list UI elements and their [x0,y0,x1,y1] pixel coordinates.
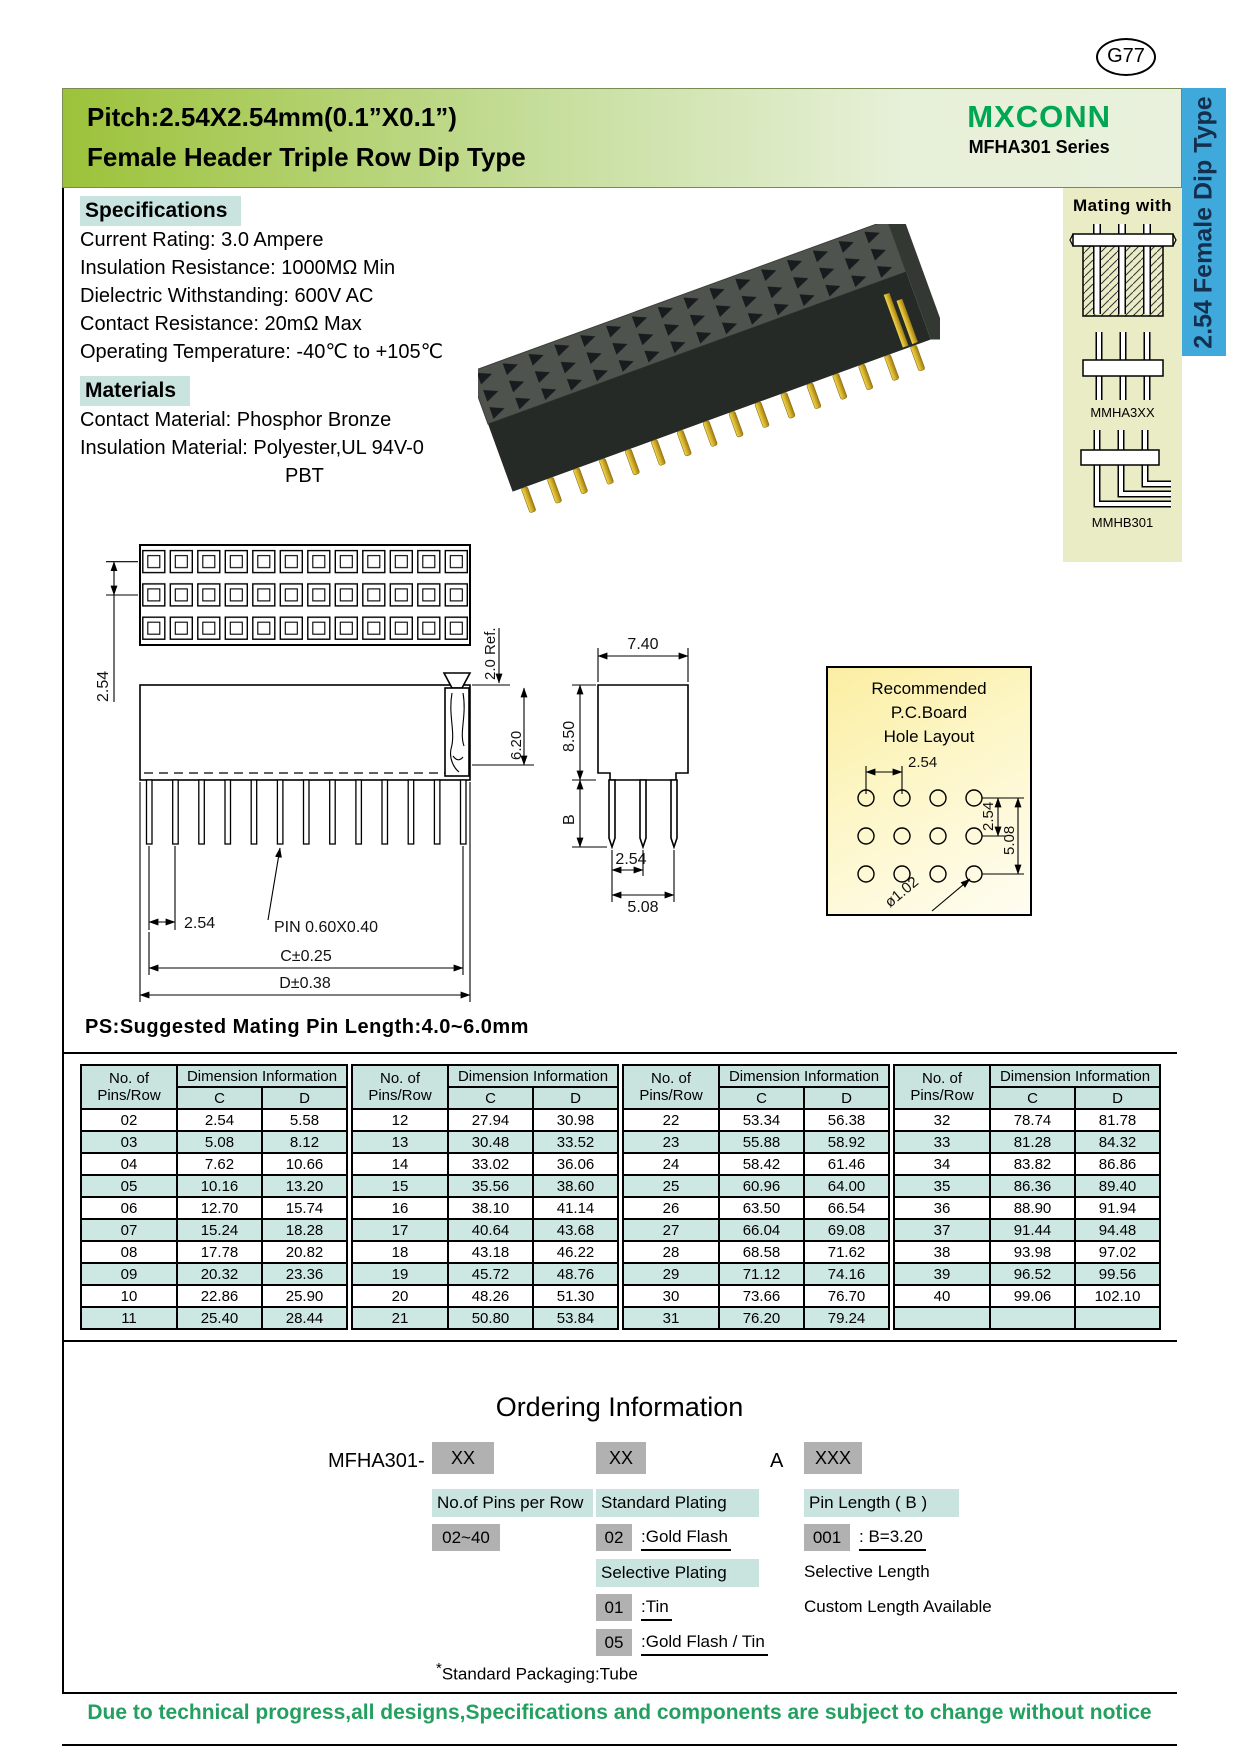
table-cell: 63.50 [719,1197,804,1219]
col-pins-header: No. of Pins/Row [894,1065,990,1109]
table-row [894,1285,1160,1307]
table-row [81,1109,347,1131]
table-cell: 5.08 [177,1131,262,1153]
mating-model-2: MMHB301 [1091,515,1154,530]
ordering-selective-length: Selective Length [804,1562,930,1581]
table-cell: 7.62 [177,1153,262,1175]
table-row [81,1219,347,1241]
table-cell: 20.82 [262,1241,347,1263]
table-row [894,1153,1160,1175]
table-row [81,1197,347,1219]
table-row [623,1175,889,1197]
table-cell: 73.66 [719,1285,804,1307]
table-cell: 91.44 [990,1219,1075,1241]
table-row [894,1109,1160,1131]
table-cell: 71.62 [804,1241,889,1263]
table-cell: 16 [352,1197,448,1219]
table-row [623,1263,889,1285]
table-cell: 38 [894,1241,990,1263]
table-cell: 84.32 [1075,1131,1160,1153]
col-c-header: C [990,1087,1075,1109]
front-view-pins [147,780,467,844]
table-cell: 45.72 [448,1263,533,1285]
ordering-pins-label: No.of Pins per Row [432,1489,593,1517]
table-cell: 05 [81,1175,177,1197]
table-cell: 37 [894,1219,990,1241]
table-cell: 66.04 [719,1219,804,1241]
table-row [352,1197,618,1219]
table-cell: 13.20 [262,1175,347,1197]
table-row [352,1131,618,1153]
table-cell: 74.16 [804,1263,889,1285]
table-cell: 5.58 [262,1109,347,1131]
table-cell: 08 [81,1241,177,1263]
table-cell: 50.80 [448,1307,533,1329]
ordering-letter-a: A [770,1450,784,1472]
table-row [623,1131,889,1153]
table-cell: 53.84 [533,1307,618,1329]
table-cell: 03 [81,1131,177,1153]
table-cell: 22.86 [177,1285,262,1307]
spec-item: Dielectric Withstanding: 600V AC [80,285,374,307]
col-dim-header: Dimension Information [177,1065,347,1087]
table-cell: 55.88 [719,1131,804,1153]
table-cell: 35 [894,1175,990,1197]
divider [62,1340,1177,1342]
col-dim-header: Dimension Information [990,1065,1160,1087]
table-cell: 76.20 [719,1307,804,1329]
table-row [623,1219,889,1241]
dimension-table-group [351,1064,619,1330]
table-cell: 33 [894,1131,990,1153]
ps-note: PS:Suggested Mating Pin Length:4.0~6.0mm [85,1016,529,1038]
table-row [623,1285,889,1307]
table-row [894,1131,1160,1153]
table-cell: 28.44 [262,1307,347,1329]
table-cell: 09 [81,1263,177,1285]
table-row [352,1109,618,1131]
table-cell: 91.94 [1075,1197,1160,1219]
table-row [894,1197,1160,1219]
title-line2: Female Header Triple Row Dip Type [87,142,526,172]
ordering-plating-gold-flash-tin: :Gold Flash / Tin [641,1632,768,1656]
dimension-table-group [80,1064,348,1330]
specifications-section [80,196,510,490]
table-header-row [623,1065,889,1087]
table-cell: 51.30 [533,1285,618,1307]
table-cell: 81.28 [990,1131,1075,1153]
table-row [81,1153,347,1175]
table-row [352,1153,618,1175]
table-cell: 20 [352,1285,448,1307]
table-row [623,1197,889,1219]
side-tab-label: 2.54 Female Dip Type [1189,95,1218,349]
col-d-header: D [262,1087,347,1109]
table-cell: 96.52 [990,1263,1075,1285]
table-row [352,1175,618,1197]
table-cell: 30.48 [448,1131,533,1153]
table-cell: 15 [352,1175,448,1197]
table-cell: 2.54 [177,1109,262,1131]
material-item: Contact Material: Phosphor Bronze [80,409,392,431]
technical-drawing [62,530,762,1016]
col-c-header: C [719,1087,804,1109]
table-cell: 8.12 [262,1131,347,1153]
ordering-pins-range: 02~40 [432,1524,500,1551]
table-row [81,1307,347,1329]
pcb-holes [858,790,982,882]
table-cell: 27 [623,1219,719,1241]
footer-notice: Due to technical progress,all designs,Specifications and components are subject to change without notice [87,1701,1152,1724]
table-cell: 30 [623,1285,719,1307]
ordering-model-prefix: MFHA301- [328,1450,425,1472]
mating-straight-header-drawing [1069,326,1177,406]
table-row [352,1285,618,1307]
table-cell: 79.24 [804,1307,889,1329]
col-pins-header: No. of Pins/Row [81,1065,177,1109]
table-cell: 83.82 [990,1153,1075,1175]
dimension-table [351,1064,619,1330]
table-cell [894,1307,990,1329]
pcb-dim-h: 2.54 [908,754,938,771]
packaging-star: * [436,1660,442,1677]
table-row [81,1241,347,1263]
table-header-row [81,1065,347,1087]
ordering-selective-plating-label: Selective Plating [596,1559,759,1587]
dim-d: D±0.38 [279,975,331,992]
table-cell: 18 [352,1241,448,1263]
divider [62,1052,1177,1054]
table-row [894,1175,1160,1197]
table-cell: 20.32 [177,1263,262,1285]
table-cell: 40 [894,1285,990,1307]
dim-ref: 2.0 Ref. [482,627,499,680]
dim-620: 6.20 [508,730,525,760]
pcb-dim-v2: 5.08 [1001,825,1018,855]
dim-c: C±0.25 [280,948,332,965]
dim-254: 2.54 [615,851,647,868]
table-cell: 88.90 [990,1197,1075,1219]
table-cell: 43.18 [448,1241,533,1263]
table-row [81,1263,347,1285]
table-cell: 33.02 [448,1153,533,1175]
pcb-title-3: Hole Layout [883,727,975,746]
table-cell: 64.00 [804,1175,889,1197]
table-cell: 38.60 [533,1175,618,1197]
table-cell: 66.54 [804,1197,889,1219]
product-photo [478,224,940,526]
table-cell: 38.10 [448,1197,533,1219]
table-cell: 36.06 [533,1153,618,1175]
table-row [623,1109,889,1131]
table-row [352,1307,618,1329]
ordering-pin-length-label: Pin Length ( B ) [804,1489,959,1517]
table-row [894,1241,1160,1263]
table-cell: 48.26 [448,1285,533,1307]
table-cell: 39 [894,1263,990,1285]
dimension-table [622,1064,890,1330]
pcb-hole-dia: ø1.02 [881,873,922,912]
table-cell: 19 [352,1263,448,1285]
ordering-custom-length: Custom Length Available [804,1597,992,1616]
table-cell: 06 [81,1197,177,1219]
ordering-plating-code-01: 01 [596,1594,632,1621]
table-cell: 68.58 [719,1241,804,1263]
table-cell: 78.74 [990,1109,1075,1131]
table-row [352,1263,618,1285]
page-code-badge [1096,38,1156,76]
table-cell: 86.86 [1075,1153,1160,1175]
table-cell: 17 [352,1219,448,1241]
table-cell: 32 [894,1109,990,1131]
table-cell: 56.38 [804,1109,889,1131]
table-cell: 61.46 [804,1153,889,1175]
table-cell: 11 [81,1307,177,1329]
table-cell: 93.98 [990,1241,1075,1263]
table-cell: 29 [623,1263,719,1285]
table-cell: 60.96 [719,1175,804,1197]
table-cell: 22 [623,1109,719,1131]
table-row [81,1175,347,1197]
ordering-length-code-001: 001 [804,1524,850,1551]
table-cell: 10 [81,1285,177,1307]
table-cell: 15.74 [262,1197,347,1219]
table-cell: 13 [352,1131,448,1153]
table-cell: 53.34 [719,1109,804,1131]
table-cell: 81.78 [1075,1109,1160,1131]
table-cell: 23.36 [262,1263,347,1285]
table-cell: 15.24 [177,1219,262,1241]
table-row [623,1153,889,1175]
mating-heading: Mating with [1073,196,1172,215]
table-cell: 33.52 [533,1131,618,1153]
material-item: Insulation Material: Polyester,UL 94V-0 [80,437,424,459]
table-cell: 94.48 [1075,1219,1160,1241]
table-row [352,1241,618,1263]
dim-pitch: 2.54 [184,915,216,932]
table-cell: 69.08 [804,1219,889,1241]
spec-item: Contact Resistance: 20mΩ Max [80,313,362,335]
header-banner [62,88,1182,188]
col-dim-header: Dimension Information [448,1065,618,1087]
col-d-header: D [533,1087,618,1109]
side-tab [1182,88,1226,356]
table-cell: 10.66 [262,1153,347,1175]
specifications-heading: Specifications [80,196,241,226]
table-header-row [352,1065,618,1087]
table-row [81,1285,347,1307]
table-cell: 89.40 [1075,1175,1160,1197]
table-cell: 58.42 [719,1153,804,1175]
dim-850: 8.50 [561,720,578,752]
dim-740: 7.40 [627,636,659,653]
packaging-note [436,1660,638,1685]
pcb-title-2: P.C.Board [890,703,968,722]
table-row [623,1307,889,1329]
spec-item: Insulation Resistance: 1000MΩ Min [80,257,396,279]
table-cell: 10.16 [177,1175,262,1197]
material-item: PBT [285,465,324,487]
table-cell: 58.92 [804,1131,889,1153]
table-row [894,1307,1160,1329]
table-cell [1075,1307,1160,1329]
brand-block [967,99,1111,158]
ordering-standard-plating-label: Standard Plating [596,1489,759,1517]
table-cell: 25.90 [262,1285,347,1307]
table-cell: 86.36 [990,1175,1075,1197]
table-cell: 102.10 [1075,1285,1160,1307]
table-row [81,1131,347,1153]
table-cell: 71.12 [719,1263,804,1285]
footer-top-rule [62,1692,1177,1694]
table-cell: 35.56 [448,1175,533,1197]
table-cell: 04 [81,1153,177,1175]
mating-right-angle-header-drawing [1069,424,1177,516]
table-cell: 17.78 [177,1241,262,1263]
mating-cross-section-drawing [1069,220,1177,322]
table-row [894,1263,1160,1285]
table-cell: 31 [623,1307,719,1329]
table-cell: 07 [81,1219,177,1241]
pcb-title-1: Recommended [871,679,987,698]
col-d-header: D [1075,1087,1160,1109]
ordering-title: Ordering Information [495,1392,744,1422]
table-cell: 28 [623,1241,719,1263]
table-cell: 30.98 [533,1109,618,1131]
table-cell: 43.68 [533,1219,618,1241]
top-view [140,545,470,645]
dimension-table [893,1064,1161,1330]
col-c-header: C [448,1087,533,1109]
page-code: G77 [1107,45,1145,67]
dim-b: B [561,814,578,825]
mating-panel [1063,188,1182,562]
table-cell: 26 [623,1197,719,1219]
ordering-box-pins: XX [432,1442,494,1474]
pcb-dim-v1: 2.54 [980,801,997,831]
table-cell: 48.76 [533,1263,618,1285]
table-cell: 40.64 [448,1219,533,1241]
table-cell: 34 [894,1153,990,1175]
front-view [140,673,470,844]
table-cell [990,1307,1075,1329]
materials-heading: Materials [80,376,190,406]
pcb-hole-layout-drawing [828,668,1030,914]
table-cell: 24 [623,1153,719,1175]
footer-bottom-rule [62,1744,1177,1746]
table-cell: 76.70 [804,1285,889,1307]
table-cell: 23 [623,1131,719,1153]
table-cell: 27.94 [448,1109,533,1131]
dimension-table-group [622,1064,890,1330]
table-cell: 21 [352,1307,448,1329]
col-c-header: C [177,1087,262,1109]
table-cell: 02 [81,1109,177,1131]
page-title [87,97,526,177]
mating-model-1: MMHA3XX [1090,405,1155,420]
packaging-text: Standard Packaging:Tube [441,1664,638,1684]
table-row [894,1219,1160,1241]
dimension-table [80,1064,348,1330]
table-cell: 97.02 [1075,1241,1160,1263]
table-cell: 41.14 [533,1197,618,1219]
table-cell: 14 [352,1153,448,1175]
ordering-box-length: XXX [804,1442,862,1474]
table-cell: 99.56 [1075,1263,1160,1285]
dim-508: 5.08 [627,899,659,916]
col-pins-header: No. of Pins/Row [352,1065,448,1109]
spec-item: Current Rating: 3.0 Ampere [80,229,324,251]
ordering-box-plating: XX [596,1442,646,1474]
title-line1: Pitch:2.54X2.54mm(0.1”X0.1”) [87,102,457,132]
brand-logo: MXCONN [967,99,1111,134]
table-cell: 25 [623,1175,719,1197]
series-label: MFHA301 Series [968,137,1110,157]
table-row [352,1219,618,1241]
side-view [598,685,688,847]
table-cell: 18.28 [262,1219,347,1241]
ordering-plating-code-05: 05 [596,1629,632,1656]
ordering-plating-code-02: 02 [596,1524,632,1551]
table-cell: 25.40 [177,1307,262,1329]
table-cell: 12 [352,1109,448,1131]
table-cell: 46.22 [533,1241,618,1263]
col-pins-header: No. of Pins/Row [623,1065,719,1109]
ordering-plating-tin: :Tin [641,1597,672,1621]
table-row [623,1241,889,1263]
pcb-hole-layout-panel [826,666,1032,916]
table-header-row [894,1065,1160,1087]
ordering-length-b320: : B=3.20 [859,1527,926,1551]
dimension-table-group [893,1064,1161,1330]
table-cell: 99.06 [990,1285,1075,1307]
table-cell: 36 [894,1197,990,1219]
dim-pin-size: PIN 0.60X0.40 [274,919,379,936]
spec-item: Operating Temperature: -40℃ to +105℃ [80,341,444,363]
table-cell: 12.70 [177,1197,262,1219]
col-d-header: D [804,1087,889,1109]
ordering-plating-gold-flash: :Gold Flash [641,1527,731,1551]
col-dim-header: Dimension Information [719,1065,889,1087]
dim-row-pitch: 2.54 [95,670,112,702]
